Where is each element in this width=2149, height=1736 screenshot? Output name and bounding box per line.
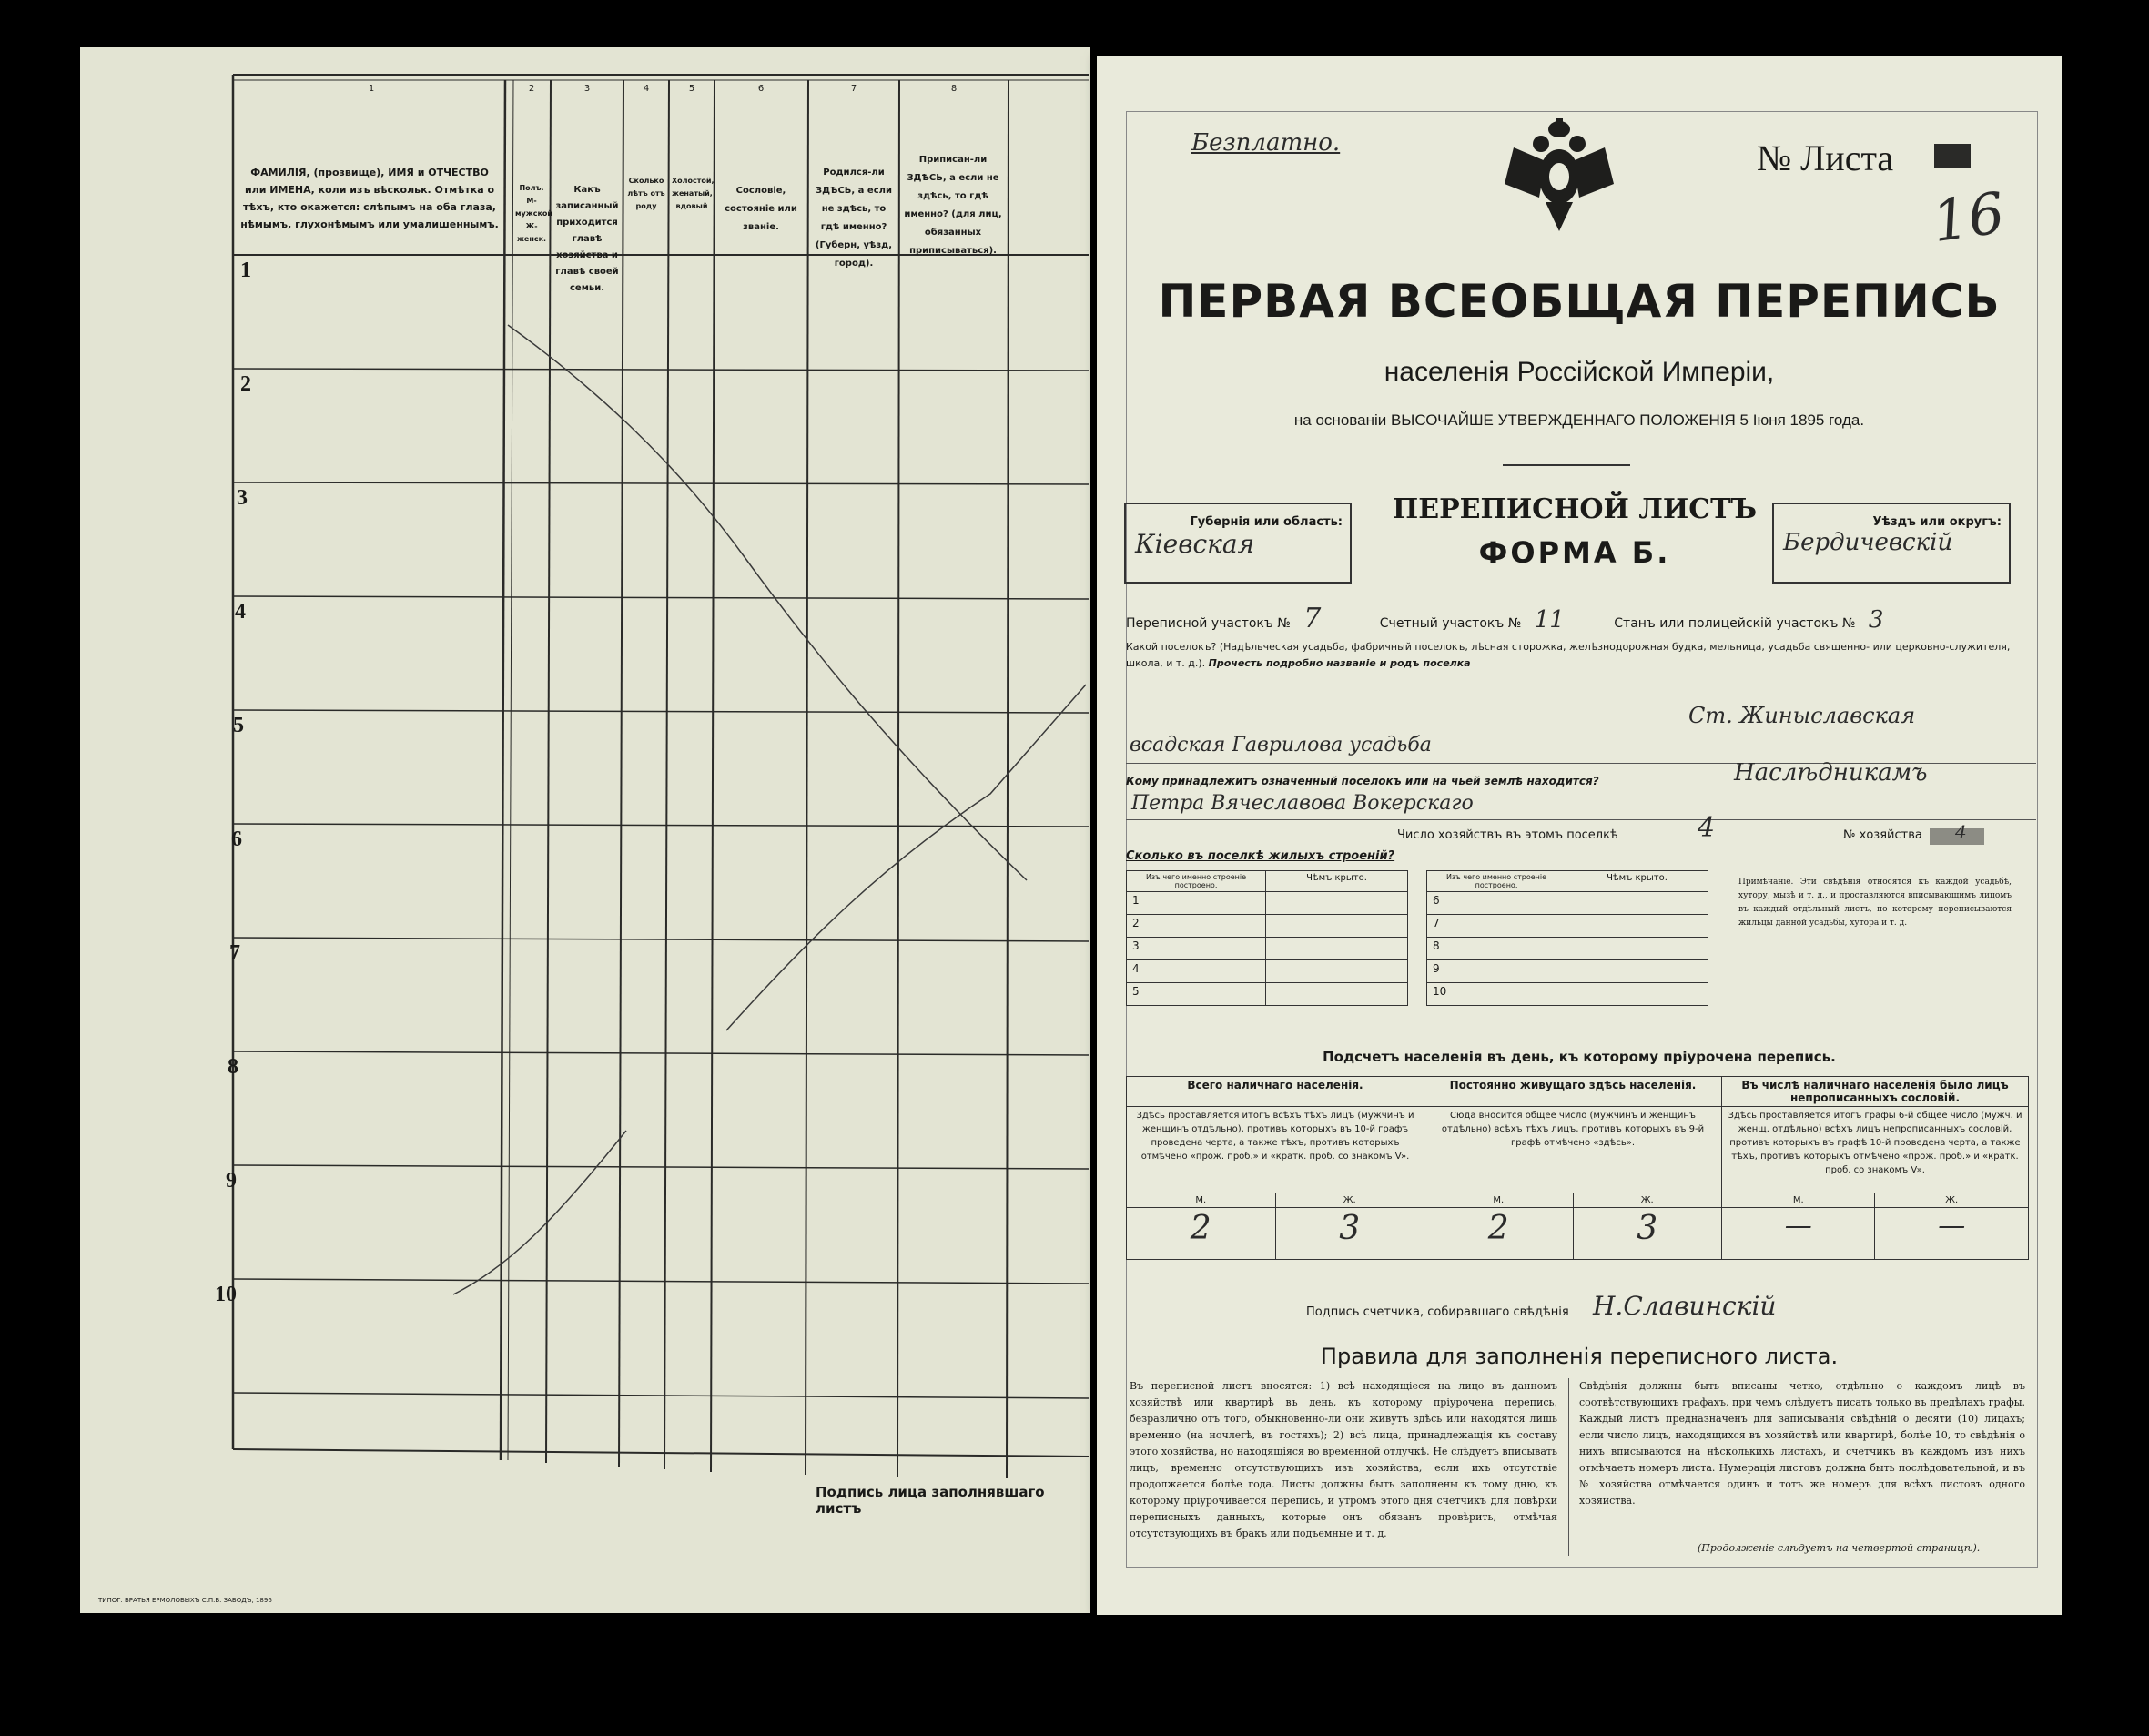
double-headed-eagle-icon <box>1495 111 1623 239</box>
page-title: ПЕРВАЯ ВСЕОБЩАЯ ПЕРЕПИСЬ <box>1158 275 2001 328</box>
col-number-4: 4 <box>643 84 650 94</box>
districts-line <box>1126 603 2036 635</box>
settlement-value-2: всадская Гаврилова усадьба <box>1130 734 1432 756</box>
divider <box>1126 819 2036 820</box>
dwelling-row: 8 <box>1427 938 1566 960</box>
summary-value: 2 <box>1424 1208 1574 1260</box>
dwelling-row: 10 <box>1427 983 1566 1006</box>
row-number: 3 <box>237 486 248 510</box>
dwellings-col-material: Изъ чего именно строеніе построено. <box>1127 871 1266 892</box>
dwellings-question: Сколько въ поселкѣ жилыхъ строеній? <box>1126 849 1395 863</box>
summary-header-present: Всего наличнаго населенія. <box>1127 1077 1424 1107</box>
sheet-no-label: № Листа <box>1757 137 1894 178</box>
row-number: 6 <box>231 827 242 851</box>
summary-table <box>1126 1076 2029 1260</box>
summary-value: — <box>1722 1208 1875 1260</box>
household-no-label: № хозяйства <box>1843 828 1922 842</box>
form-subtitle: ФОРМА Б. <box>1478 535 1671 570</box>
page-subtitle: населенія Россійской Имперіи, <box>1384 357 1775 387</box>
summary-mf: Ж. <box>1875 1193 2029 1208</box>
households-label: Число хозяйствъ въ этомъ поселкѣ <box>1397 828 1618 842</box>
signature-label: Подпись лица заполнявшаго листъ <box>816 1484 1045 1517</box>
dwelling-row: 9 <box>1427 960 1566 983</box>
stan-value: 3 <box>1868 606 1884 634</box>
owner-question: Кому принадлежитъ означенный поселокъ или на чьей землѣ находится? <box>1126 775 1599 787</box>
summary-mf: М. <box>1127 1193 1276 1208</box>
header-sex: Полъ. М-мужской Ж-женск. <box>515 184 552 243</box>
counting-district-value: 11 <box>1534 606 1565 634</box>
households-value: 4 <box>1698 812 1716 844</box>
form-title: ПЕРЕПИСНОЙ ЛИСТЪ <box>1392 493 1758 525</box>
basis-line: на основаніи ВЫСОЧАЙШЕ УТВЕРЖДЕННАГО ПОЛОЖЕНІЯ 5 Іюня 1895 года. <box>1293 411 1865 429</box>
census-district-value: 7 <box>1303 603 1322 635</box>
settlement-question <box>1126 639 2036 672</box>
gubernia-label: Губернія или область: <box>1190 515 1343 529</box>
summary-mf: Ж. <box>1573 1193 1722 1208</box>
dwelling-row: 1 <box>1127 892 1266 915</box>
dwellings-table-left <box>1126 870 1408 1006</box>
sheet-no-stamp <box>1934 144 1971 168</box>
header-estate: Сословіе, состояніе или званіе. <box>725 186 797 232</box>
household-no-stamp <box>1930 821 1984 845</box>
left-page <box>80 47 1090 1613</box>
summary-title: Подсчетъ населенія въ день, къ которому пріурочена перепись. <box>1323 1049 1836 1065</box>
header-birthplace: Родился-ли ЗДѢСЬ, а если не здѣсь, то гдѣ именно? (Губерн, уѣзд, город). <box>815 168 893 269</box>
stan-label: Станъ или полицейскій участокъ № <box>1614 616 1856 631</box>
dwellings-table-right <box>1426 870 1708 1006</box>
gubernia-box <box>1124 503 1352 584</box>
census-district-label: Переписной участокъ № <box>1126 616 1291 631</box>
counter-signature-label: Подпись счетчика, собиравшаго свѣдѣнія <box>1306 1305 1569 1319</box>
dwelling-row: 4 <box>1127 960 1266 983</box>
summary-value: 3 <box>1573 1208 1722 1260</box>
rules-right: Свѣдѣнія должны быть вписаны четко, отдѣльно о каждомъ лицѣ въ соотвѣтствующихъ графахъ, при чемъ слѣдуетъ писать только въ предѣлахъ графы. Каждый листъ предназначенъ для записыванія свѣдѣній о десяти (10) лицахъ; если число лицъ, находящихся въ хозяйствѣ или квартирѣ, болѣе 10, то свѣдѣнія о нихъ вписываются на нѣсколькихъ листахъ, и счетчикъ въ каждомъ изъ нихъ отмѣчаетъ номеръ листа. Нумерація листовъ должна быть послѣдовательной, и въ № хозяйства отмѣчается одинъ и тотъ же номеръ для всѣхъ листовъ одного хозяйства. <box>1579 1380 2025 1507</box>
header-name: ФАМИЛІЯ, (прозвище), ИМЯ и ОТЧЕСТВО или ИМЕНА, коли изъ вѣскольк. Отмѣтка о тѣхъ, кто окажется: слѣпымъ на оба глаза, нѣмымъ, глухонѣмымъ или умалишеннымъ. <box>240 167 499 230</box>
counter-signature-value: Н.Славинскій <box>1593 1291 1777 1321</box>
settlement-question-text: Какой поселокъ? (Надѣльческая усадьба, фабричный поселокъ, лѣсная сторожка, желѣзнодорожная будка, мельница, усадьба священно- или церковно-служителя, школа, и т. д.). <box>1126 641 2011 669</box>
row-number: 10 <box>215 1283 237 1306</box>
row-number: 7 <box>229 941 240 965</box>
summary-mf: М. <box>1722 1193 1875 1208</box>
summary-value: 3 <box>1275 1208 1424 1260</box>
summary-desc: Здѣсь проставляется итогъ графы 6-й общее число (мужч. и женщ. отдѣльно) всѣхъ лицъ непрописанныхъ сословій, противъ которыхъ въ графѣ 10-й проведена черта, а также тѣхъ, противъ которыхъ отмѣчено «прож. проб.» и «кратк. проб. со знакомъ V». <box>1722 1107 2029 1193</box>
owner-value-2: Петра Вячеславова Вокерскаго <box>1131 792 1474 815</box>
gubernia-value: Кіевская <box>1135 529 1255 559</box>
rules-divider <box>1568 1378 1569 1556</box>
summary-desc: Здѣсь проставляется итогъ всѣхъ тѣхъ лицъ (мужчинъ и женщинъ отдѣльно), противъ которыхъ въ 10-й графѣ проведена черта, а также тѣхъ, противъ которыхъ отмѣчено «прож. проб.» и «кратк. проб. со знакомъ V». <box>1127 1107 1424 1193</box>
counting-district-label: Счетный участокъ № <box>1379 616 1522 631</box>
rules-left: Въ переписной листъ вносятся: 1) всѣ находящіеся на лицо въ данномъ хозяйствѣ или квартирѣ въ день, къ которому пріурочена перепись, безразлично отъ того, обыкновенно-ли они живутъ здѣсь или находятся лишь временно (на ночлегѣ, въ гостяхъ); 2) всѣ лица, принадлежащія къ составу этого хозяйства, но находящіяся во временной отлучкѣ. Не слѣдуетъ вписывать лицъ, временно отсутствующихъ изъ хозяйства, если ихъ отсутствіе продолжается болѣе года. Листы должны быть заполнены къ тому дню, къ которому пріурочивается перепись, и утромъ этого дня счетчикъ для повѣрки переписныхъ данныхъ, которые онъ обязанъ провѣрить, отмѣчая отсутствующихъ въ бракъ или подъемные и т. д. <box>1130 1380 1557 1539</box>
col-number-8: 8 <box>950 84 958 94</box>
printer-line: ТИПОГ. БРАТЬЯ ЕРМОЛОВЫХЪ С.П.Б. ЗАВОДЪ, 1896 <box>98 1597 272 1604</box>
row-number: 4 <box>235 600 246 624</box>
summary-value: 2 <box>1127 1208 1276 1260</box>
dwellings-note: Примѣчаніе. Эти свѣдѣнія относятся къ каждой усадьбѣ, хутору, мызѣ и т. д., и проставляются вписывающимъ лицомъ въ каждый отдѣльный листъ, по которому переписываются жильцы данной усадьбы, хутора и т. д. <box>1738 878 2012 928</box>
summary-mf: Ж. <box>1275 1193 1424 1208</box>
col-number-5: 5 <box>688 84 695 94</box>
dwelling-row: 5 <box>1127 983 1266 1006</box>
uezd-value: Бердичевскій <box>1783 529 1953 556</box>
header-registered: Приписан-ли ЗДѢСЬ, а если не здѣсь, то гдѣ именно? (для лиц, обязанных приписываться). <box>904 155 1002 256</box>
summary-desc: Сюда вносится общее число (мужчинъ и женщинъ отдѣльно) всѣхъ тѣхъ лицъ, противъ которыхъ въ 9-й графѣ отмѣчено «здѣсь». <box>1424 1107 1722 1193</box>
dwelling-row: 3 <box>1127 938 1266 960</box>
row-number: 1 <box>240 259 251 282</box>
col-number-3: 3 <box>583 84 591 94</box>
settlement-value-1: Ст. Жиныславская <box>1688 703 1916 728</box>
right-page <box>1097 56 2062 1615</box>
free-label: Безплатно. <box>1191 129 1341 157</box>
header-relation: Какъ записанный приходится главѣ хозяйства и главѣ своей семьи. <box>555 185 619 293</box>
sheet-no-handwritten: 16 <box>1928 178 2009 256</box>
uezd-label: Уѣздъ или округъ: <box>1872 515 2002 529</box>
summary-header-unregistered: Въ числѣ наличнаго населенія было лицъ непрописанныхъ сословій. <box>1722 1077 2029 1107</box>
row-number: 5 <box>233 714 244 737</box>
dwelling-row: 6 <box>1427 892 1566 915</box>
owner-value-1: Наслѣдникамъ <box>1734 759 1928 787</box>
row-number: 8 <box>228 1055 238 1079</box>
dwelling-row: 2 <box>1127 915 1266 938</box>
row-number: 9 <box>226 1169 237 1193</box>
dwellings-col-roof: Чѣмъ крыто. <box>1266 871 1408 892</box>
row-number: 2 <box>240 372 251 396</box>
uezd-box <box>1772 503 2011 584</box>
col-number-2: 2 <box>528 84 535 94</box>
header-marital: Холостой, женатый, вдовый <box>672 177 715 210</box>
summary-mf: М. <box>1424 1193 1574 1208</box>
rules-title: Правила для заполненія переписного листа. <box>1320 1344 1839 1369</box>
divider <box>1503 464 1630 466</box>
col-number-6: 6 <box>757 84 765 94</box>
col-number-1: 1 <box>368 84 375 94</box>
dwellings-col-material: Изъ чего именно строеніе построено. <box>1427 871 1566 892</box>
rules-footer: (Продолженіе слѣдуетъ на четвертой страницѣ). <box>1698 1542 1981 1554</box>
dwellings-col-roof: Чѣмъ крыто. <box>1566 871 1708 892</box>
summary-header-permanent: Постоянно живущаго здѣсь населенія. <box>1424 1077 1722 1107</box>
summary-value: — <box>1875 1208 2029 1260</box>
household-no-value: 4 <box>1955 821 1967 843</box>
header-age: Сколько лѣтъ отъ роду <box>627 177 665 210</box>
settlement-hint: Прочесть подробно названіе и родъ поселка <box>1208 657 1471 669</box>
col-number-7: 7 <box>850 84 857 94</box>
dwelling-row: 7 <box>1427 915 1566 938</box>
